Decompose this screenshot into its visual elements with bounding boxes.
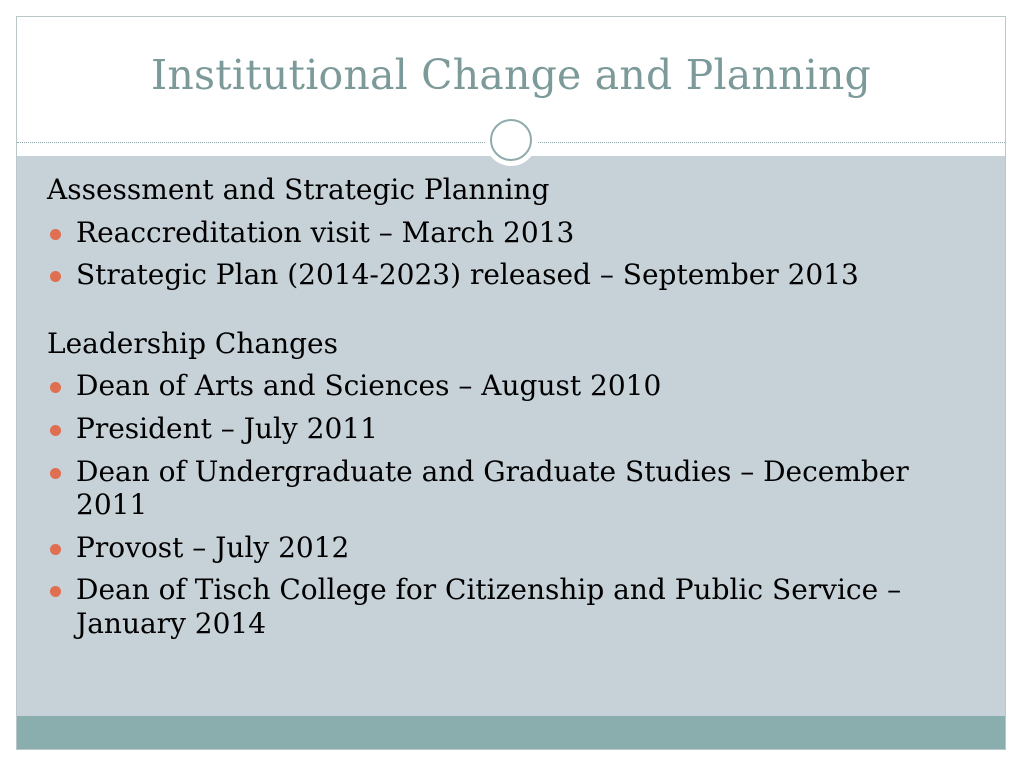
bullet-item — [47, 258, 967, 292]
slide — [16, 16, 1006, 750]
bullet-dot-icon — [50, 468, 61, 479]
bullet-item — [47, 412, 967, 446]
bullet-item — [47, 573, 967, 640]
bullet-text: Dean of Undergraduate and Graduate Studies – December 2011 — [76, 454, 909, 522]
slide-title: Institutional Change and Planning — [151, 51, 871, 99]
divider-circle-icon — [485, 114, 537, 166]
section-heading-leadership: Leadership Changes — [47, 326, 338, 360]
bullet-text: Strategic Plan (2014-2023) released – September 2013 — [76, 258, 859, 292]
leadership-bullet-list — [47, 369, 967, 640]
footer-bar — [17, 716, 1005, 750]
bullet-dot-icon — [50, 544, 61, 555]
bullet-text: Reaccreditation visit – March 2013 — [76, 215, 575, 249]
bullet-text: Dean of Arts and Sciences – August 2010 — [76, 369, 662, 403]
bullet-dot-icon — [50, 229, 61, 240]
bullet-dot-icon — [50, 382, 61, 393]
bullet-text: Dean of Tisch College for Citizenship and Public Service – January 2014 — [76, 573, 902, 640]
slide-body — [47, 173, 967, 650]
bullet-item — [47, 369, 967, 403]
bullet-dot-icon — [50, 586, 61, 597]
bullet-text: Provost – July 2012 — [76, 530, 350, 564]
bullet-item — [47, 216, 967, 250]
section-heading-assessment: Assessment and Strategic Planning — [47, 173, 550, 206]
bullet-dot-icon — [50, 425, 61, 436]
assessment-bullet-list — [47, 216, 967, 292]
bullet-dot-icon — [50, 271, 61, 282]
bullet-text: President – July 2011 — [76, 411, 378, 445]
bullet-item — [47, 455, 967, 522]
bullet-item — [47, 531, 967, 565]
